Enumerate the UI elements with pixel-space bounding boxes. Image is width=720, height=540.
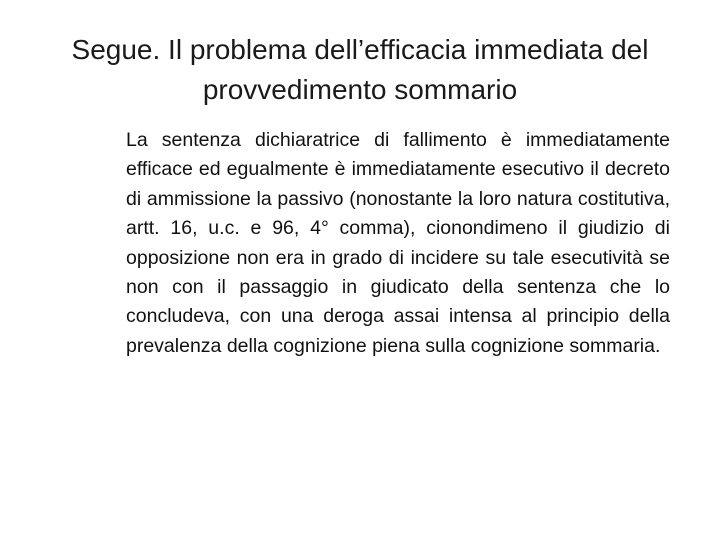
slide-title: Segue. Il problema dell’efficacia immediata del provvedimento sommario xyxy=(71,34,649,105)
slide-body-text: La sentenza dichiaratrice di fallimento è immediatamente efficace ed egualmente è immediatamente esecutivo il decreto di ammissione la passivo (nonostante la loro natura costitutiva, artt. 16, u.c. e 96, 4° comma), cionondimeno il giudizio di opposizione non era in grado di incidere su tale esecutività se non con il passaggio in giudicato della sentenza che lo concludeva, con una deroga assai intensa al principio della prevalenza della cognizione piena sulla cognizione sommaria. xyxy=(126,129,670,357)
